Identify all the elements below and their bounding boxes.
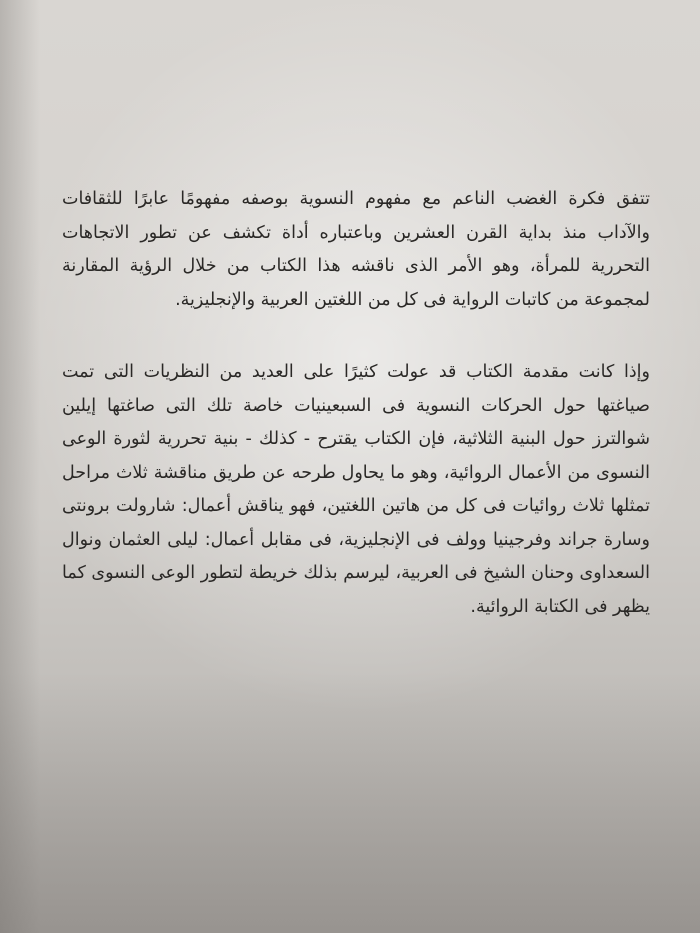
paragraph-2: وإذا كانت مقدمة الكتاب قد عولت كثيرًا على العديد من النظريات التى تمت صياغتها حول الحركات النسوية فى السبعينيات خاصة تلك التى صاغتها إيلين شوالترز حول البنية الثلاثية، فإن الكتاب يقترح - كذلك - بنية تحررية لثورة الوعى النسوى من الأعمال الروائية، وهو ما يحاول طرحه عن طريق مناقشة ثلاث مراحل تمثلها ثلاث روائيات فى كل من هاتين اللغتين، فهو يناقش أعمال: شارولت برونتى وسارة جراند وفرجينيا وولف فى الإنجليزية، فى مقابل أعمال: ليلى العثمان ونوال السعداوى وحنان الشيخ فى العربية، ليرسم بذلك خريطة لتطور الوعى النسوى كما يظهر فى الكتابة الروائية.: [62, 362, 650, 617]
page-shadow-bottom: [0, 673, 700, 933]
paragraph-1: تتفق فكرة الغضب الناعم مع مفهوم النسوية بوصفه مفهومًا عابرًا للثقافات والآداب منذ بداية القرن العشرين وباعتباره أداة تكشف عن تطور الاتجاهات التحررية للمرأة، وهو الأمر الذى ناقشه هذا الكتاب من خلال الرؤية المقارنة لمجموعة من كاتبات الرواية فى كل من اللغتين العربية والإنجليزية.: [62, 189, 650, 310]
